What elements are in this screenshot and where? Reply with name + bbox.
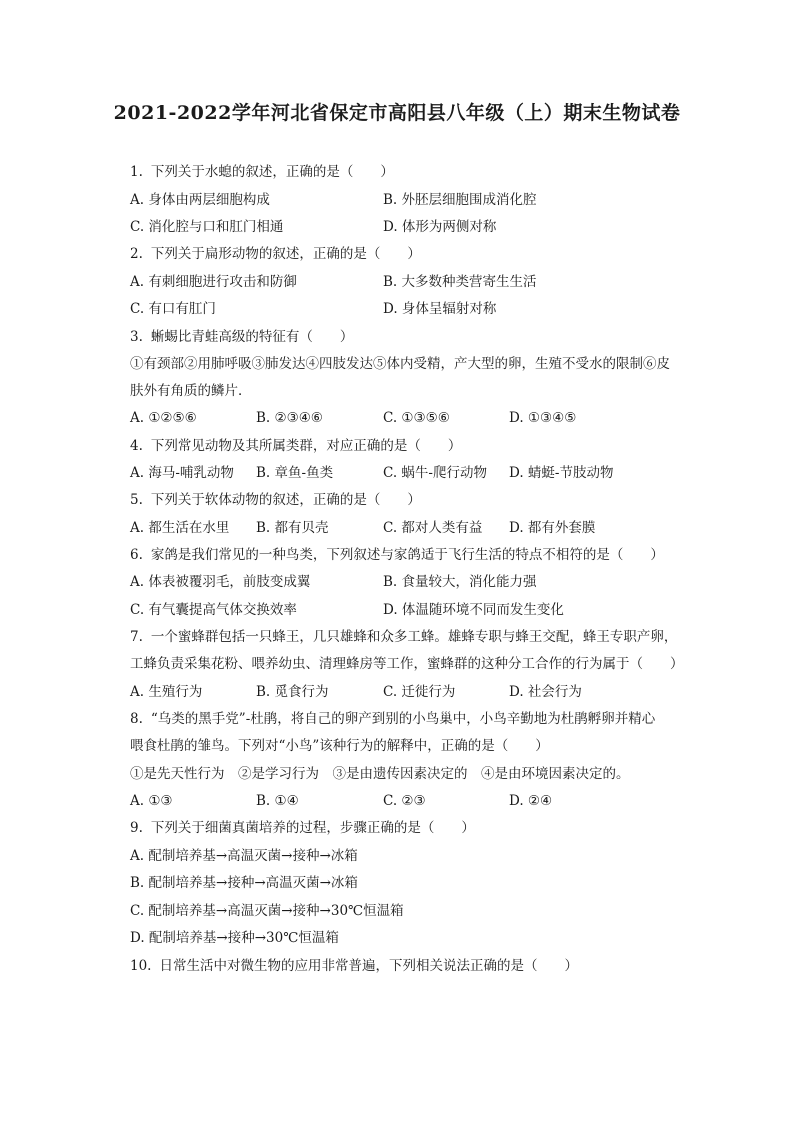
option-a: A. 生殖行为	[130, 684, 203, 700]
option-a: A. 体表被覆羽毛，前肢变成翼	[130, 574, 311, 590]
option-b: B. 外胚层细胞围成消化腔	[383, 192, 537, 208]
question-stem: 下列关于水螅的叙述，正确的是（ ）	[150, 164, 394, 180]
question-4	[130, 436, 461, 456]
question-number: 10.	[130, 958, 152, 974]
page-title: 2021-2022学年河北省保定市高阳县八年级（上）期末生物试卷	[113, 102, 681, 124]
question-text-line: ①有颈部②用肺呼吸③肺发达④四肢发达⑤体内受精，产大型的卵，生殖不受水的限制⑥皮	[130, 356, 670, 372]
question-number: 5.	[130, 492, 143, 508]
option-a: A. 身体由两层细胞构成	[130, 192, 270, 208]
option-d: D. 都有外套膜	[509, 520, 596, 536]
option-d: D. 体温随环境不同而发生变化	[383, 602, 564, 618]
question-7	[130, 627, 677, 647]
option-d: D. 蜻蜓-节肢动物	[509, 465, 614, 481]
question-number: 6.	[130, 547, 143, 563]
question-stem: 一个蜜蜂群包括一只蜂王，几只雄蜂和众多工蜂。雄蜂专职与蜂王交配，蜂王专职产卵，	[150, 629, 678, 645]
option-c: C. 有气囊提高气体交换效率	[130, 602, 297, 618]
question-8	[130, 709, 655, 729]
question-6	[130, 545, 664, 565]
question-9	[130, 818, 475, 838]
question-number: 2.	[130, 246, 143, 262]
option-a: A. 海马-哺乳动物	[130, 465, 234, 481]
question-stem: 下列关于软体动物的叙述，正确的是（ ）	[150, 492, 421, 508]
option-b: B. ②③④⑥	[256, 410, 323, 426]
option-b: B. 章鱼-鱼类	[256, 465, 334, 481]
option-c: C. ①③⑤⑥	[383, 410, 450, 426]
option-a: A. 配制培养基→高温灭菌→接种→冰箱	[130, 848, 358, 864]
option-b: B. ①④	[256, 793, 299, 809]
question-10	[130, 956, 578, 976]
question-number: 1.	[130, 164, 143, 180]
option-a: A. 都生活在水里	[130, 520, 230, 536]
option-b: B. 都有贝壳	[256, 520, 329, 536]
option-b: B. 食量较大，消化能力强	[383, 574, 537, 590]
question-stem: 下列关于细菌真菌培养的过程，步骤正确的是（ ）	[150, 820, 475, 836]
question-text-line: ①是先天性行为 ②是学习行为 ③是由遗传因素决定的 ④是由环境因素决定的。	[130, 766, 630, 782]
question-text-line: 喂食杜鹃的雏鸟。下列对“小鸟”该种行为的解释中，正确的是（ ）	[130, 738, 549, 754]
option-c: C. 消化腔与口和肛门相通	[130, 219, 284, 235]
option-d: D. ①③④⑤	[509, 410, 577, 426]
question-number: 9.	[130, 820, 143, 836]
option-c: C. 配制培养基→高温灭菌→接种→30℃恒温箱	[130, 903, 404, 919]
question-stem: 下列常见动物及其所属类群，对应正确的是（ ）	[150, 438, 462, 454]
question-5	[130, 490, 421, 510]
question-number: 4.	[130, 438, 143, 454]
option-a: A. ①③	[130, 793, 173, 809]
option-b: B. 配制培养基→接种→高温灭菌→冰箱	[130, 875, 358, 891]
option-a: A. ①②⑤⑥	[130, 410, 197, 426]
question-stem: 家鸽是我们常见的一种鸟类，下列叙述与家鸽适于飞行生活的特点不相符的是（ ）	[150, 547, 664, 563]
question-text-line: 肤外有角质的鳞片．	[130, 383, 252, 399]
option-d: D. 体形为两侧对称	[383, 219, 497, 235]
question-2	[130, 244, 421, 264]
option-c: C. 蜗牛-爬行动物	[383, 465, 487, 481]
question-stem: “乌类的黑手党”-杜鹃，将自己的卵产到别的小鸟巢中，小鸟辛勤地为杜鹃孵卵并精心	[150, 711, 656, 727]
option-d: D. ②④	[509, 793, 553, 809]
question-text-line: 工蜂负责采集花粉、喂养幼虫、清理蜂房等工作，蜜蜂群的这种分工合作的行为属于（ ）	[130, 656, 684, 672]
option-c: C. 都对人类有益	[383, 520, 483, 536]
option-b: B. 觅食行为	[256, 684, 329, 700]
question-number: 8.	[130, 711, 143, 727]
option-b: B. 大多数种类营寄生生活	[383, 274, 537, 290]
option-d: D. 社会行为	[509, 684, 582, 700]
option-d: D. 配制培养基→接种→30℃恒温箱	[130, 930, 339, 946]
question-1	[130, 162, 394, 182]
question-number: 7.	[130, 629, 143, 645]
option-c: C. ②③	[383, 793, 426, 809]
option-d: D. 身体呈辐射对称	[383, 301, 497, 317]
option-c: C. 迁徙行为	[383, 684, 456, 700]
question-3	[130, 327, 353, 347]
question-stem: 日常生活中对微生物的应用非常普遍，下列相关说法正确的是（ ）	[159, 958, 578, 974]
option-c: C. 有口有肛门	[130, 301, 216, 317]
option-a: A. 有刺细胞进行攻击和防御	[130, 274, 297, 290]
question-stem: 蜥蜴比青蛙高级的特征有（ ）	[150, 329, 354, 345]
question-stem: 下列关于扁形动物的叙述，正确的是（ ）	[150, 246, 421, 262]
question-number: 3.	[130, 329, 143, 345]
